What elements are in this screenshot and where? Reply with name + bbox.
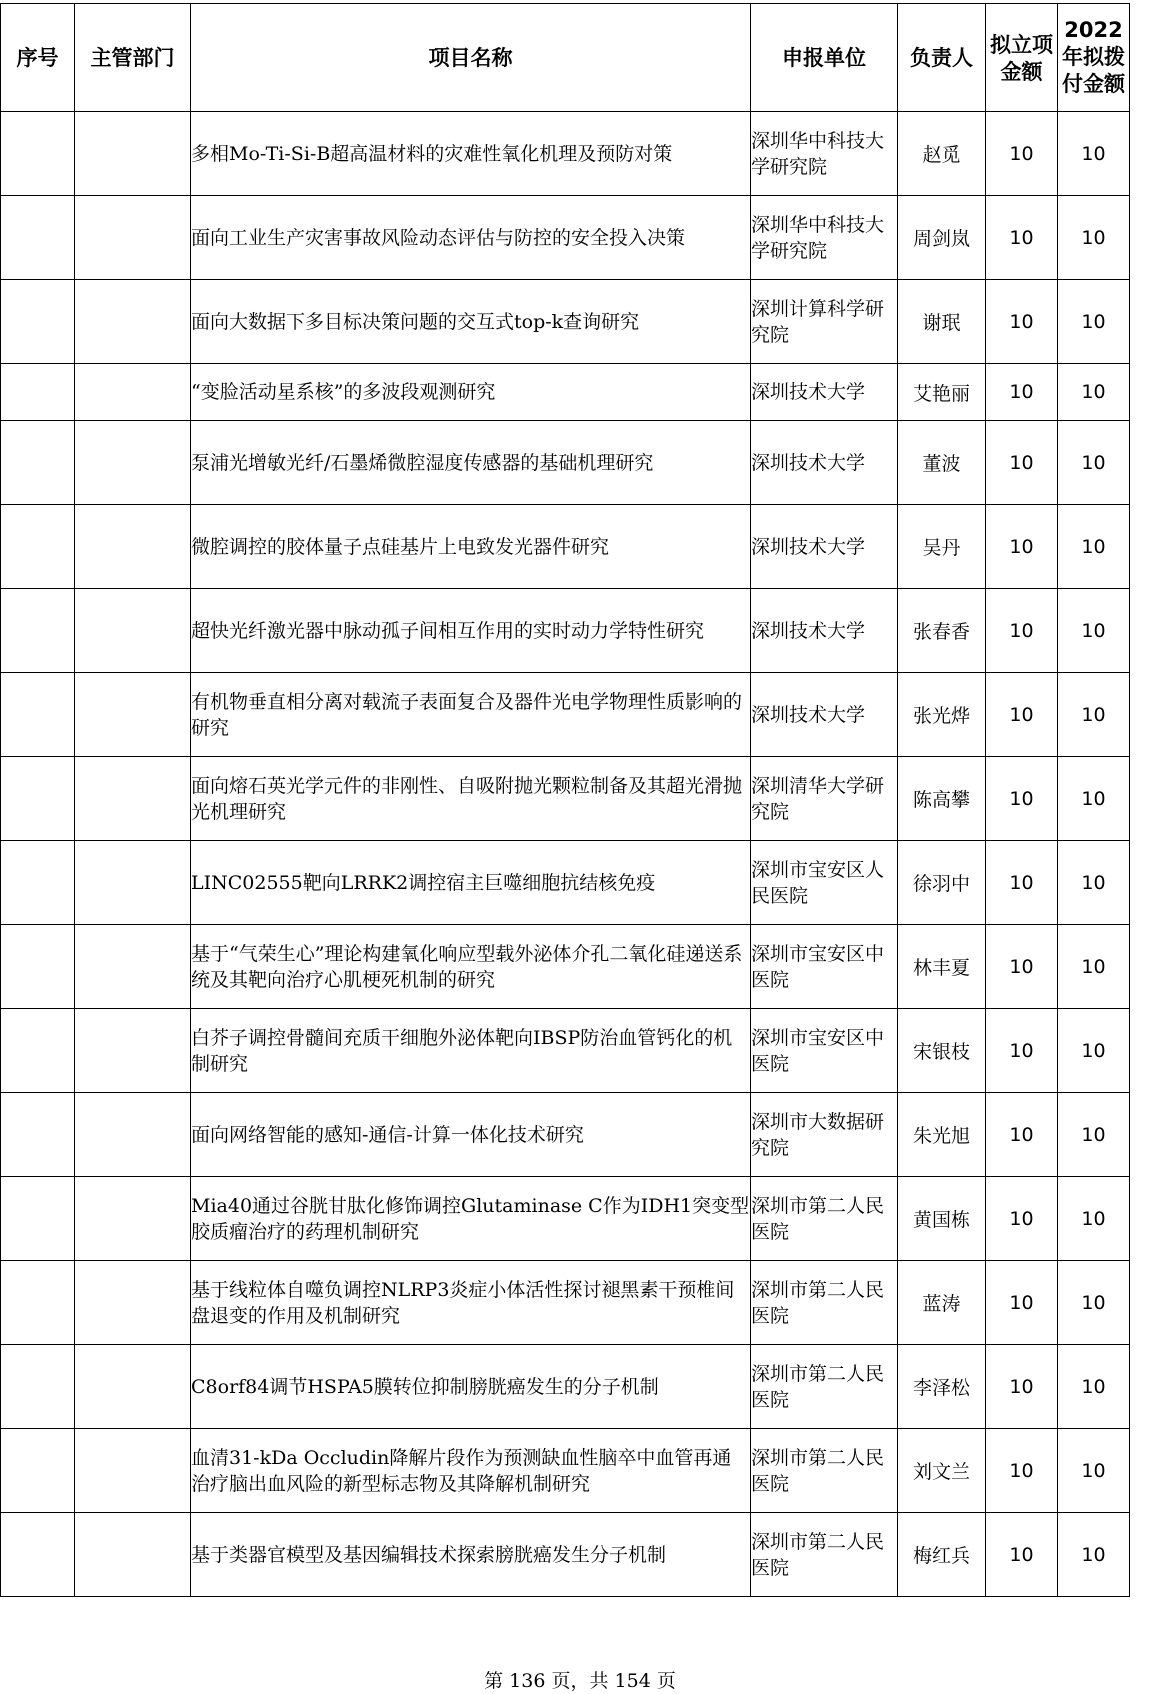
cell-unit: 深圳市第二人民医院 [751,1345,898,1429]
cell-seq [1,673,75,757]
cell-amount: 10 [986,1093,1058,1177]
table-row [1,112,1130,196]
cell-dept [75,1009,191,1093]
cell-project-name: 血清31-kDa Occludin降解片段作为预测缺血性脑卒中血管再通治疗脑出血风险的新型标志物及其降解机制研究 [191,1429,751,1513]
cell-person: 林丰夏 [898,925,986,1009]
cell-project-name: 多相Mo-Ti-Si-B超高温材料的灾难性氧化机理及预防对策 [191,112,751,196]
cell-pay: 10 [1058,1261,1130,1345]
cell-dept [75,1177,191,1261]
cell-amount: 10 [986,364,1058,421]
cell-unit: 深圳技术大学 [751,505,898,589]
cell-project-name: 面向工业生产灾害事故风险动态评估与防控的安全投入决策 [191,196,751,280]
cell-amount: 10 [986,1429,1058,1513]
table-row [1,1261,1130,1345]
header-person: 负责人 [898,4,986,112]
cell-dept [75,112,191,196]
cell-pay: 10 [1058,112,1130,196]
cell-dept [75,589,191,673]
cell-project-name: 超快光纤激光器中脉动孤子间相互作用的实时动力学特性研究 [191,589,751,673]
cell-pay: 10 [1058,673,1130,757]
cell-pay: 10 [1058,1429,1130,1513]
table-row [1,757,1130,841]
cell-project-name: 基于类器官模型及基因编辑技术探索膀胱癌发生分子机制 [191,1513,751,1597]
cell-dept [75,280,191,364]
cell-person: 蓝涛 [898,1261,986,1345]
cell-person: 张春香 [898,589,986,673]
cell-seq [1,757,75,841]
cell-amount: 10 [986,280,1058,364]
cell-project-name: “变脸活动星系核”的多波段观测研究 [191,364,751,421]
table-row [1,1429,1130,1513]
cell-pay: 10 [1058,589,1130,673]
cell-unit: 深圳技术大学 [751,364,898,421]
cell-pay: 10 [1058,1513,1130,1597]
table-row [1,280,1130,364]
cell-amount: 10 [986,673,1058,757]
cell-unit: 深圳市大数据研究院 [751,1093,898,1177]
cell-seq [1,364,75,421]
cell-seq [1,112,75,196]
cell-amount: 10 [986,1345,1058,1429]
header-name: 项目名称 [191,4,751,112]
cell-dept [75,196,191,280]
header-seq: 序号 [1,4,75,112]
table-row [1,841,1130,925]
table-body [1,112,1130,1597]
table-row [1,673,1130,757]
cell-pay: 10 [1058,364,1130,421]
cell-seq [1,1093,75,1177]
cell-amount: 10 [986,841,1058,925]
cell-unit: 深圳技术大学 [751,589,898,673]
cell-person: 朱光旭 [898,1093,986,1177]
cell-project-name: 泵浦光增敏光纤/石墨烯微腔湿度传感器的基础机理研究 [191,421,751,505]
cell-seq [1,925,75,1009]
cell-project-name: 基于“气荣生心”理论构建氧化响应型载外泌体介孔二氧化硅递送系统及其靶向治疗心肌梗死机制的研究 [191,925,751,1009]
table-row [1,1093,1130,1177]
cell-project-name: 面向熔石英光学元件的非刚性、自吸附抛光颗粒制备及其超光滑抛光机理研究 [191,757,751,841]
table-row [1,1345,1130,1429]
cell-pay: 10 [1058,421,1130,505]
cell-dept [75,673,191,757]
table-row [1,1009,1130,1093]
cell-dept [75,421,191,505]
cell-project-name: Mia40通过谷胱甘肽化修饰调控Glutaminase C作为IDH1突变型胶质瘤治疗的药理机制研究 [191,1177,751,1261]
page-footer: 第 136 页，共 154 页 [484,1670,676,1692]
cell-project-name: 基于线粒体自噬负调控NLRP3炎症小体活性探讨褪黑素干预椎间盘退变的作用及机制研究 [191,1261,751,1345]
cell-unit: 深圳市第二人民医院 [751,1261,898,1345]
cell-person: 赵觅 [898,112,986,196]
table-row [1,925,1130,1009]
cell-amount: 10 [986,589,1058,673]
cell-pay: 10 [1058,1093,1130,1177]
table-row [1,589,1130,673]
cell-pay: 10 [1058,280,1130,364]
cell-seq [1,1261,75,1345]
cell-dept [75,757,191,841]
cell-unit: 深圳市宝安区中医院 [751,1009,898,1093]
header-amount: 拟立项金额 [986,4,1058,112]
cell-unit: 深圳清华大学研究院 [751,757,898,841]
cell-unit: 深圳华中科技大学研究院 [751,112,898,196]
cell-amount: 10 [986,1009,1058,1093]
cell-seq [1,1177,75,1261]
cell-amount: 10 [986,1513,1058,1597]
table-row [1,1177,1130,1261]
cell-seq [1,1513,75,1597]
cell-project-name: C8orf84调节HSPA5膜转位抑制膀胱癌发生的分子机制 [191,1345,751,1429]
cell-unit: 深圳市第二人民医院 [751,1513,898,1597]
cell-person: 宋银枝 [898,1009,986,1093]
cell-dept [75,841,191,925]
header-dept: 主管部门 [75,4,191,112]
cell-person: 徐羽中 [898,841,986,925]
cell-person: 梅红兵 [898,1513,986,1597]
cell-amount: 10 [986,196,1058,280]
cell-seq [1,841,75,925]
cell-unit: 深圳市第二人民医院 [751,1429,898,1513]
cell-project-name: 微腔调控的胶体量子点硅基片上电致发光器件研究 [191,505,751,589]
cell-person: 黄国栋 [898,1177,986,1261]
header-pay: 2022年拟拨付金额 [1058,4,1130,112]
cell-amount: 10 [986,925,1058,1009]
cell-project-name: 面向网络智能的感知-通信-计算一体化技术研究 [191,1093,751,1177]
header-row [1,4,1130,112]
cell-unit: 深圳华中科技大学研究院 [751,196,898,280]
cell-pay: 10 [1058,1345,1130,1429]
cell-person: 李泽松 [898,1345,986,1429]
cell-pay: 10 [1058,757,1130,841]
cell-unit: 深圳技术大学 [751,673,898,757]
cell-dept [75,1261,191,1345]
cell-project-name: 白芥子调控骨髓间充质干细胞外泌体靶向IBSP防治血管钙化的机制研究 [191,1009,751,1093]
cell-person: 刘文兰 [898,1429,986,1513]
cell-amount: 10 [986,757,1058,841]
cell-amount: 10 [986,505,1058,589]
header-unit: 申报单位 [751,4,898,112]
cell-dept [75,1345,191,1429]
table-row [1,421,1130,505]
table-row [1,196,1130,280]
cell-seq [1,280,75,364]
cell-person: 董波 [898,421,986,505]
cell-unit: 深圳技术大学 [751,421,898,505]
cell-seq [1,196,75,280]
cell-person: 艾艳丽 [898,364,986,421]
cell-unit: 深圳市第二人民医院 [751,1177,898,1261]
cell-dept [75,1093,191,1177]
cell-amount: 10 [986,421,1058,505]
cell-dept [75,925,191,1009]
cell-pay: 10 [1058,1009,1130,1093]
cell-seq [1,1009,75,1093]
cell-person: 陈高攀 [898,757,986,841]
cell-pay: 10 [1058,196,1130,280]
cell-dept [75,1513,191,1597]
cell-seq [1,1345,75,1429]
cell-pay: 10 [1058,505,1130,589]
cell-person: 张光烨 [898,673,986,757]
cell-project-name: 有机物垂直相分离对载流子表面复合及器件光电学物理性质影响的研究 [191,673,751,757]
cell-dept [75,364,191,421]
cell-unit: 深圳市宝安区人民医院 [751,841,898,925]
project-table [0,3,1130,1597]
cell-unit: 深圳市宝安区中医院 [751,925,898,1009]
cell-person: 吴丹 [898,505,986,589]
cell-person: 谢珉 [898,280,986,364]
cell-seq [1,421,75,505]
cell-pay: 10 [1058,841,1130,925]
cell-seq [1,1429,75,1513]
cell-pay: 10 [1058,1177,1130,1261]
cell-seq [1,505,75,589]
cell-amount: 10 [986,1177,1058,1261]
cell-unit: 深圳计算科学研究院 [751,280,898,364]
cell-pay: 10 [1058,925,1130,1009]
cell-amount: 10 [986,1261,1058,1345]
table-row [1,364,1130,421]
cell-person: 周剑岚 [898,196,986,280]
table-row [1,1513,1130,1597]
cell-dept [75,1429,191,1513]
cell-seq [1,589,75,673]
cell-project-name: 面向大数据下多目标决策问题的交互式top-k查询研究 [191,280,751,364]
cell-amount: 10 [986,112,1058,196]
table-row [1,505,1130,589]
cell-project-name: LINC02555靶向LRRK2调控宿主巨噬细胞抗结核免疫 [191,841,751,925]
cell-dept [75,505,191,589]
